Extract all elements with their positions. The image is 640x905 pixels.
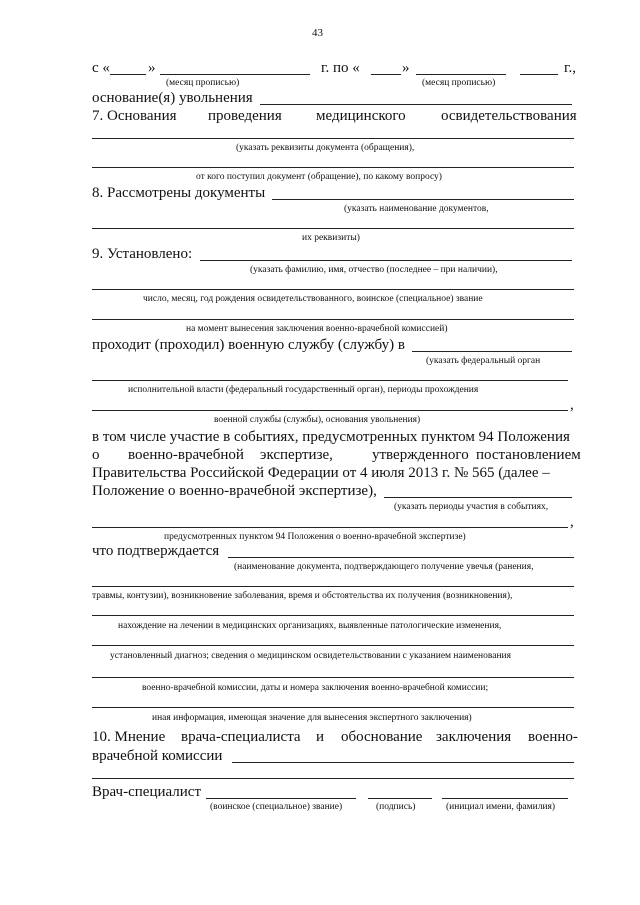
caption-s9-14: иная информация, имеющая значение для вынесения экспертного заключения): [152, 713, 472, 723]
comma-2: ,: [570, 514, 574, 530]
caption-s9-4: (указать федеральный орган: [426, 356, 541, 366]
blank-signature: [368, 798, 432, 799]
blank-day-from: [110, 74, 146, 75]
caption-s9-5: исполнительной власти (федеральный государственный орган), периоды прохождения: [128, 385, 479, 395]
period-to-prefix: г. по «: [321, 60, 360, 76]
section10-word1: 10. Мнение: [92, 729, 166, 745]
period-year-suffix: г.,: [564, 60, 576, 76]
blank-section9-10: [92, 677, 574, 678]
period-from-prefix: с «: [92, 60, 110, 76]
caption-name: (инициал имени, фамилия): [446, 802, 556, 812]
para-word-resolution: постановлением: [476, 447, 581, 463]
blank-service-organ: [412, 351, 572, 352]
section10-word6: военно-: [528, 729, 578, 745]
blank-section9-9: [92, 645, 574, 646]
period-quote-close-1: »: [148, 60, 156, 76]
blank-dismissal-basis: [260, 104, 572, 105]
section10-word5: заключения: [436, 729, 512, 745]
section10-word2: врача-специалиста: [181, 729, 301, 745]
page-number: 43: [312, 27, 323, 39]
caption-s9-7: (указать периоды участия в событиях,: [394, 502, 549, 512]
caption-month-to: (месяц прописью): [422, 78, 496, 88]
para-line4: Положение о военно-врачебной экспертизе),: [92, 483, 377, 499]
para-line1: в том числе участие в событиях, предусмотренных пунктом 94 Положения: [92, 429, 570, 445]
section10-line2: врачебной комиссии: [92, 748, 223, 764]
caption-s9-9: (наименование документа, подтверждающего получение увечья (ранения,: [234, 562, 534, 572]
caption-s9-11: нахождение на лечении в медицинских организациях, выявленные патологические изменения,: [118, 621, 502, 631]
blank-name: [442, 798, 568, 799]
para-word-o: о: [92, 447, 100, 463]
caption-s7-1: (указать реквизиты документа (обращения),: [236, 143, 415, 153]
section9-label: 9. Установлено:: [92, 246, 193, 262]
blank-section8-1: [272, 199, 574, 200]
blank-section7-2: [92, 167, 574, 168]
caption-s9-12: установленный диагноз; сведения о медицинском освидетельствовании с указанием наименования: [110, 651, 511, 661]
section8-label: 8. Рассмотрены документы: [92, 185, 266, 201]
caption-s9-8: предусмотренных пунктом 94 Положения о военно-врачебной экспертизе): [164, 532, 466, 542]
caption-s7-2: от кого поступил документ (обращение), по какому вопросу): [196, 172, 442, 182]
blank-day-to: [371, 74, 401, 75]
blank-year-to: [520, 74, 558, 75]
caption-s8-2: их реквизиты): [302, 233, 360, 243]
blank-section9-8: [92, 615, 574, 616]
caption-s9-2: число, месяц, год рождения освидетельствованного, воинское (специальное) звание: [143, 294, 483, 304]
caption-s9-6: военной службы (службы), основания увольнения): [214, 415, 421, 425]
comma-1: ,: [570, 397, 574, 413]
blank-section10-2: [92, 778, 574, 779]
blank-section9-11: [92, 707, 574, 708]
period-quote-close-2: »: [402, 60, 410, 76]
blank-section9-3: [92, 319, 574, 320]
para-word-approved: утвержденного: [372, 447, 469, 463]
para-word-expertise: экспертизе,: [260, 447, 333, 463]
caption-s8-1: (указать наименование документов,: [344, 204, 489, 214]
signature-label: Врач-специалист: [92, 784, 202, 800]
blank-section9-6: [92, 527, 568, 528]
blank-section7-1: [92, 138, 574, 139]
section10-word4: обоснование: [341, 729, 423, 745]
blank-section10-1: [232, 762, 574, 763]
blank-rank: [206, 798, 356, 799]
blank-section9-4: [92, 380, 568, 381]
section7-word2: проведения: [208, 108, 282, 124]
section7-word4: освидетельствования: [441, 108, 577, 124]
blank-section9-2: [92, 289, 574, 290]
blank-month-from: [160, 74, 310, 75]
para-line3: Правительства Российской Федерации от 4 июля 2013 г. № 565 (далее –: [92, 465, 550, 481]
blank-month-to: [416, 74, 506, 75]
blank-section8-2: [92, 228, 574, 229]
caption-month-from: (месяц прописью): [166, 78, 240, 88]
caption-rank: (воинское (специальное) звание): [210, 802, 343, 812]
para-word-vve: военно-врачебной: [128, 447, 244, 463]
section7-word3: медицинского: [316, 108, 406, 124]
caption-s9-1: (указать фамилию, имя, отчество (последнее – при наличии),: [250, 265, 498, 275]
blank-section9-1: [200, 260, 572, 261]
blank-section9-5: [92, 410, 568, 411]
dismissal-basis-label: основание(я) увольнения: [92, 90, 253, 106]
blank-confirmed: [228, 557, 574, 558]
service-text: проходит (проходил) военную службу (службу) в: [92, 337, 405, 353]
blank-section9-7: [92, 586, 574, 587]
section7-word1: 7. Основания: [92, 108, 177, 124]
caption-sign: (подпись): [376, 802, 416, 812]
section10-word3: и: [316, 729, 325, 745]
confirmed-text: что подтверждается: [92, 543, 220, 559]
caption-s9-3: на момент вынесения заключения военно-врачебной комиссией): [186, 324, 448, 334]
blank-events-periods: [384, 497, 572, 498]
caption-s9-13: военно-врачебной комиссии, даты и номера заключения военно-врачебной комиссии;: [142, 683, 489, 693]
caption-s9-10: травмы, контузии), возникновение заболевания, время и обстоятельства их получения (возникновения),: [92, 591, 513, 601]
